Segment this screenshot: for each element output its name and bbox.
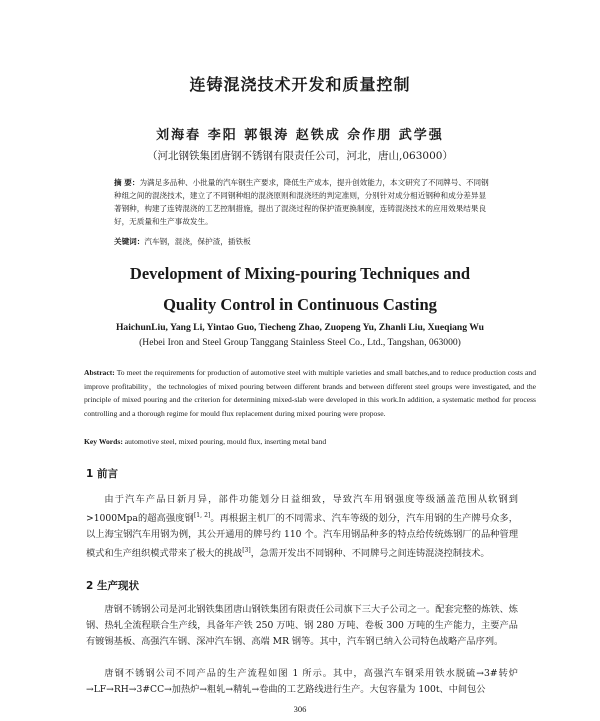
introduction-paragraph: [86, 492, 518, 562]
chinese-keywords-text: 汽车钢，混浇，保护渣，插铁板: [144, 237, 251, 246]
intro-text-part-1: 由于汽车产品日新月异，部件功能划分日益细致，导致汽车用钢强度等级涵盖范围从软钢到>1000Mpa的超高强度钢: [86, 494, 518, 525]
english-abstract-text: To meet the requirements for production of automotive steel with multiple varieties and small batches,and to reduce production costs and improve profitability，the technologies of mixed pouring between different brands and between different steel groups were investigated, and the principle of mixed pouring and the criterion for determining mixed-slab were developed in this work.In addition, a systematic method for process controlling and a thorough regime for mould flux replacement during mixed pouring were propose.: [84, 368, 536, 418]
chinese-abstract: [114, 176, 492, 228]
section-heading-production-status: 2 生产现状: [86, 580, 139, 592]
chinese-abstract-text: 为满足多品种、小批量的汽车钢生产要求，降低生产成本，提升创效能力，本文研究了不同牌号、不同钢种组之间的混浇技术，建立了不同钢种组的混浇原则和混浇坯的判定准则，分别针对成分相近钢种和成分差异显著钢种，构建了连铸混浇的工艺控制措施，提出了混浇过程的保护渣更换制度，连铸混浇技术的应用效果结果良好，无质量和生产事故发生。: [114, 178, 489, 226]
intro-text-part-2: 。再根据主机厂的不同需求、汽车等级的划分，汽车用钢的生产牌号众多，以上海宝钢汽车用钢为例，其公开通用的牌号约 110 个。汽车用钢品种多的特点给传统炼钢厂的品种管理模式和生产组织模式带来了极大的挑战: [86, 513, 518, 560]
chinese-authors: 刘海春 李阳 郭银涛 赵铁成 佘作朋 武学强: [156, 128, 444, 143]
page-number: 306: [293, 704, 307, 714]
chinese-abstract-label: 摘 要：: [114, 178, 140, 187]
chinese-affiliation: （河北钢铁集团唐钢不锈钢有限责任公司，河北，唐山,063000）: [147, 150, 453, 162]
chinese-keywords-label: 关键词：: [114, 237, 145, 246]
section-heading-introduction: 1 前言: [86, 468, 118, 480]
english-title-line-2: Quality Control in Continuous Casting: [163, 295, 437, 314]
english-keywords-text: automotive steel, mixed pouring, mould flux, inserting metal band: [122, 437, 327, 446]
english-title-line-1: Development of Mixing-pouring Techniques and: [129, 264, 471, 283]
english-authors: HaichunLiu, Yang Li, Yintao Guo, Tiecheng Zhao, Zuopeng Yu, Zhanli Liu, Xueqiang Wu: [115, 322, 485, 333]
intro-text-part-3: ，急需开发出不同钢种、不同牌号之间连铸混浇控制技术。: [250, 548, 490, 560]
production-status-paragraph-1: 唐钢不锈钢公司是河北钢铁集团唐山钢铁集团有限责任公司旗下三大子公司之一。配套完整的炼铁、炼钢、热轧全流程联合生产线，具备年产铁 250 万吨、钢 280 万吨、卷板 300 万吨的生产能力，主要产品有镀锡基板、高强汽车钢、深冲汽车钢、高端 MR 钢等。其中，汽车钢已纳入公司特色战略产品序列。: [86, 604, 518, 647]
chinese-title: 连铸混浇技术开发和质量控制: [189, 75, 411, 94]
english-abstract-label: Abstract:: [84, 368, 115, 377]
english-abstract: [84, 366, 536, 420]
english-affiliation: (Hebei Iron and Steel Group Tanggang Stainless Steel Co., Ltd., Tangshan, 063000): [139, 337, 461, 348]
citation-1-2: [1, 2]: [193, 512, 211, 519]
chinese-keywords: [114, 236, 492, 247]
english-keywords-label: Key Words:: [84, 437, 123, 446]
citation-3: [3]: [242, 547, 251, 555]
english-keywords: [84, 437, 536, 446]
production-status-paragraph-2: 唐钢不锈钢公司不同产品的生产流程如图 1 所示。其中，高强汽车钢采用铁水脱硫→3#转炉→LF→RH→3#CC→加热炉→粗轧→精轧→卷曲的工艺路线进行生产。大包容量为 100t、中间包公: [86, 668, 518, 695]
